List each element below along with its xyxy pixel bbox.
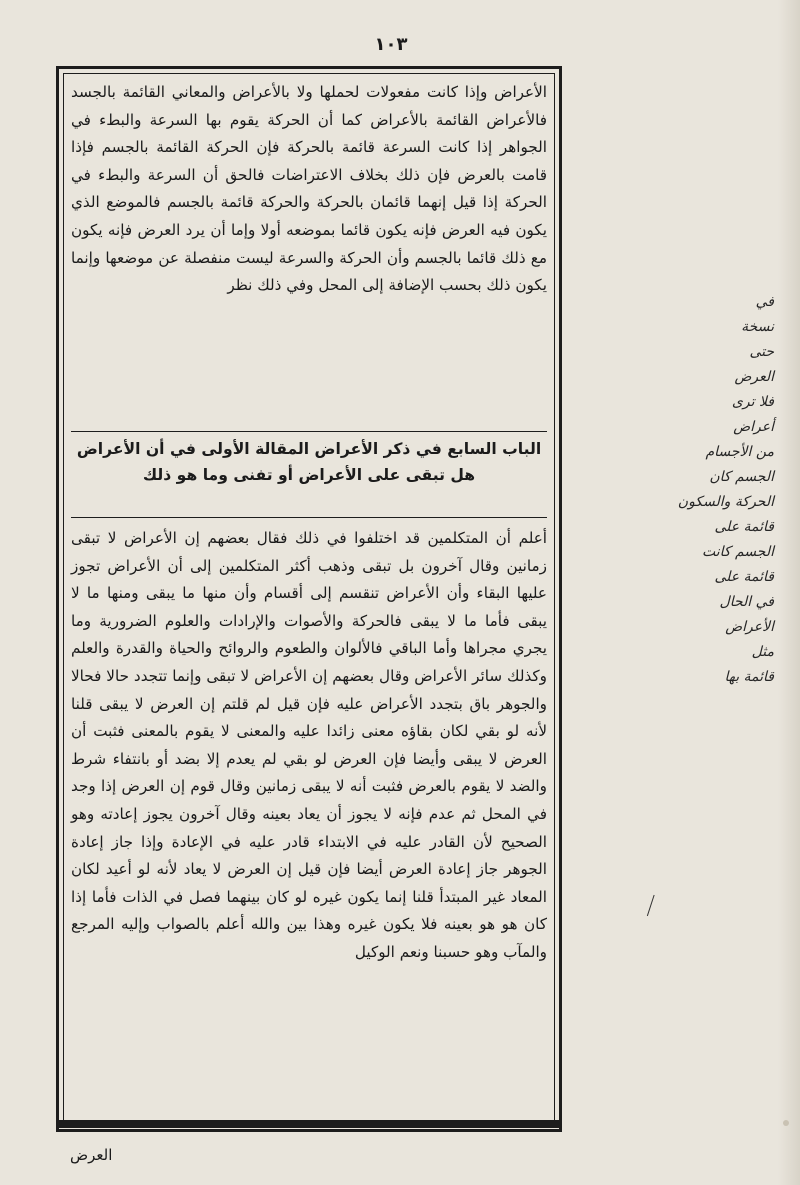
margin-note-line: فلا ترى	[731, 394, 774, 410]
paper-spot	[783, 1120, 789, 1126]
margin-note-line: قائمة على	[714, 519, 774, 535]
chapter-heading	[71, 431, 547, 488]
chapter-heading-line-1: الباب السابع في ذكر الأعراض المقالة الأولى في أن الأعراض	[76, 440, 542, 458]
margin-note-line: العرض	[734, 369, 774, 385]
margin-note-line: قائمة بها	[724, 669, 774, 685]
margin-note-line: حتى	[749, 344, 774, 360]
bottom-rule	[56, 1120, 562, 1128]
margin-stroke-mark	[647, 895, 664, 919]
margin-note-line: نسخة	[741, 319, 774, 335]
margin-note-line: الجسم كانت	[701, 544, 774, 560]
margin-note-line: من الأجسام	[705, 444, 774, 460]
text-frame	[56, 66, 562, 1132]
margin-note-line: مثل	[751, 644, 774, 660]
heading-divider	[71, 517, 547, 518]
chapter-heading-line-2: هل تبقى على الأعراض أو تفنى وما هو ذلك	[142, 466, 476, 484]
margin-note-line: أعراض	[733, 419, 774, 435]
margin-note-line: الحركة والسكون	[677, 494, 774, 510]
margin-note	[578, 290, 774, 690]
main-paragraph: أعلم أن المتكلمين قد اختلفوا في ذلك فقال بعضهم إن الأعراض لا تبقى زمانين وقال آخرون بل تبقى وذهب أكثر المتكلمين إلى أن الأعراض تجوز عليها البقاء وأن الأعراض تنقسم إلى أقسام وأن منها ما يبقى ومنها ما لا يبقى فأما ما لا يبقى فالحركة والأصوات والإرادات والعلوم الضرورية وما يجري مجراها وأما الباقي فالألوان والطعوم والروائح والحياة والقدرة والعلم وكذلك سائر الأعراض وقال بعضهم إن الأعراض لا تبقى وإنما تتجدد حالا فحالا والجوهر باق بتجدد الأعراض عليه فإن قيل لم قلتم إن العرض لا يبقى قلنا لأنه لو بقي لكان بقاؤه معنى زائدا عليه والمعنى لا يقوم بالمعنى فثبت أن العرض لا يبقى وأيضا فإن العرض لو بقي لم يعدم إلا بضد أو بانتفاء شرط والضد لا يقوم بالعرض فثبت أنه لا يبقى زمانين وقال قوم إن العرض إذا وجد في المحل ثم عدم فإنه لا يجوز أن يعاد بعينه وقال آخرون يجوز إعادته وهو الصحيح لأن القادر عليه في الابتداء قادر عليه في الإعادة وإذا جاز إعادة الجوهر جاز إعادة العرض أيضا فإن قيل إن العرض لا يعاد لأنه لو أعيد لكان المعاد غير المبتدأ قلنا إنما يكون غيره لو كان بينهما فصل في الذات فأما إذا كان هو هو بعينه فلا يكون غيره وهذا بين والله أعلم بالصواب وإليه المرجع والمآب وهو حسبنا ونعم الوكيل	[71, 529, 547, 961]
margin-note-line: في الحال	[719, 594, 774, 610]
catchword: العرض	[70, 1146, 113, 1164]
page-number: ١٠٣	[374, 34, 408, 55]
page-edge-shadow	[778, 0, 800, 1185]
margin-note-line: قائمة على	[714, 569, 774, 585]
margin-note-line: الجسم كان	[709, 469, 774, 485]
margin-note-line: في	[755, 294, 774, 310]
margin-note-line: الأعراض	[725, 619, 774, 635]
top-paragraph: الأعراض وإذا كانت مفعولات لحملها ولا بالأعراض والمعاني القائمة بالجسد فالأعراض القائمة بالأعراض كما أن الحركة يقوم بها السرعة والبطء في الجواهر إذا كانت السرعة قائمة بالحركة فإن الحركة القائمة بالجسم فإذا قامت بالعرض فإن ذلك بخلاف الاعتراضات فالحق أن السرعة والبطء في الحركة إذا قيل إنهما قائمان بالحركة والحركة قائمة بالجسم فالموضع الذي يكون فيه العرض فإنه يكون قائما بموضعه أولا وإما أن يرد العرض فإنه يكون مع ذلك قائما بالجسم وأن الحركة والسرعة ليست منفصلة عن موضعها وإنما يكون ذلك بحسب الإضافة إلى المحل وفي ذلك نظر	[71, 83, 547, 295]
